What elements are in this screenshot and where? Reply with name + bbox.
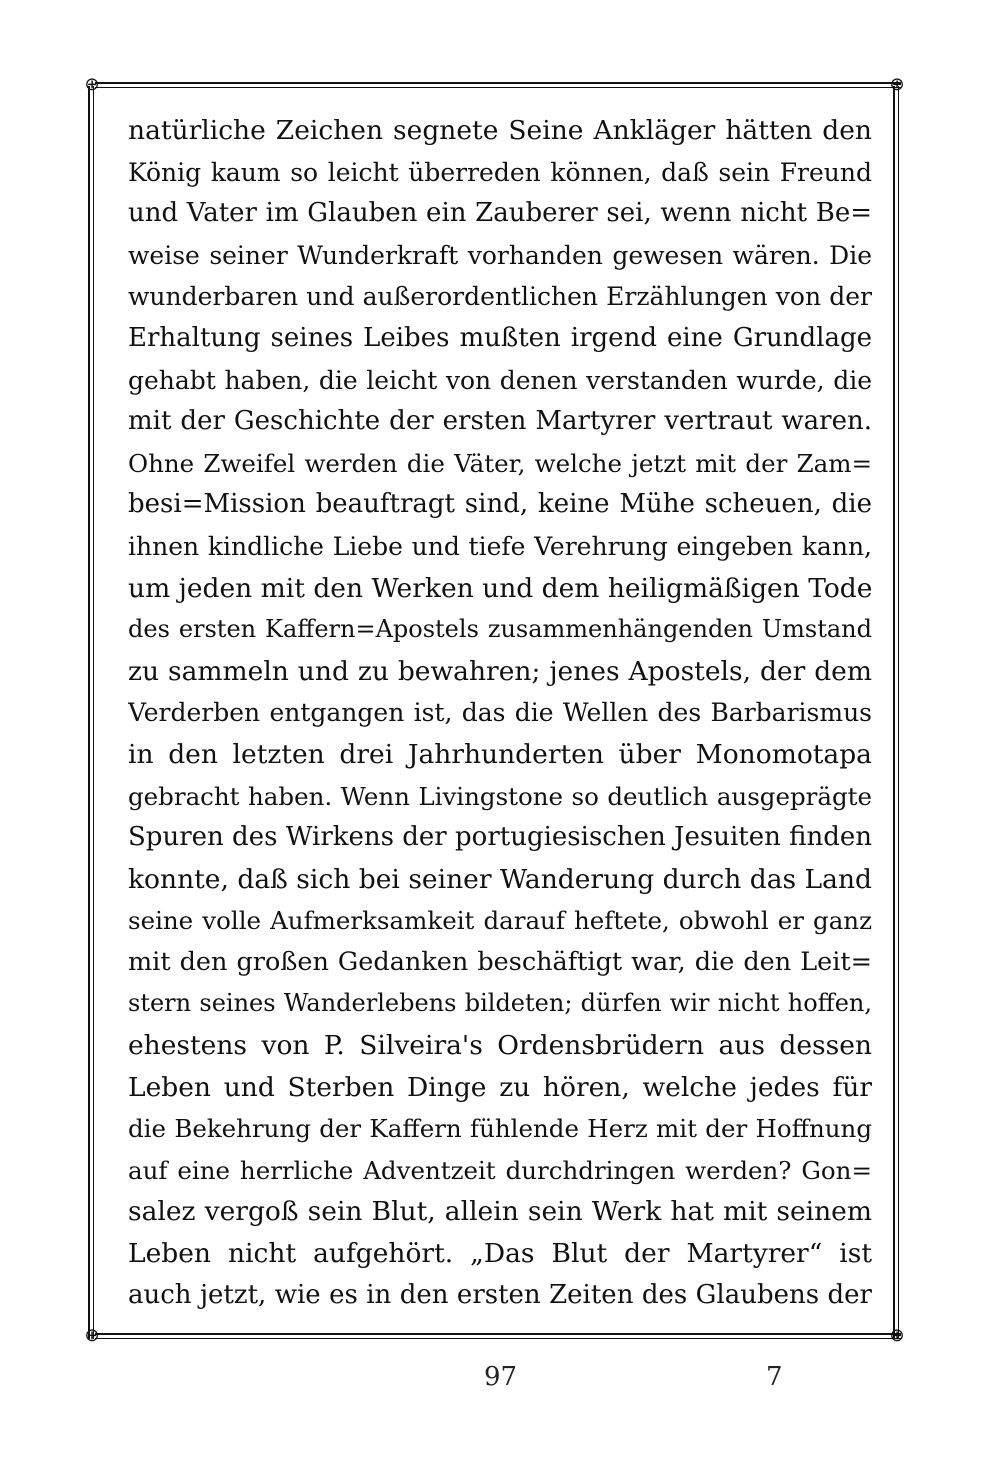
text-line: Leben nicht aufgehört. „Das Blut der Martyrer“ ist: [128, 1238, 872, 1270]
text-line: auch jetzt, wie es in den ersten Zeiten des Glaubens der: [128, 1279, 872, 1310]
text-line: Verderben entgangen ist, das die Wellen des Barbarismus: [128, 698, 872, 728]
text-line: auf eine herrliche Adventzeit durchdringen werden? Gon=: [128, 1155, 872, 1185]
text-line: stern seines Wanderlebens bildeten; dürfen wir nicht hoffen,: [128, 989, 872, 1018]
text-line: die Bekehrung der Kaffern fühlende Herz mit der Hoffnung: [128, 1114, 872, 1144]
frame-corner-ornament-icon: ⊕: [84, 1325, 100, 1346]
signature-mark: 7: [766, 1362, 783, 1392]
text-line: Leben und Sterben Dinge zu hören, welche jedes für: [128, 1071, 872, 1103]
text-line: seine volle Aufmerksamkeit darauf heftete, obwohl er ganz: [128, 906, 872, 936]
text-line: wunderbaren und außerordentlichen Erzählungen von der: [128, 282, 872, 312]
frame-top-rule: [95, 82, 901, 88]
text-line: zu sammeln und zu bewahren; jenes Apostels, der dem: [128, 655, 872, 687]
text-line: mit der Geschichte der ersten Martyrer vertraut waren.: [128, 406, 872, 437]
text-line: besi=Mission beauftragt sind, keine Mühe scheuen, die: [128, 489, 872, 520]
text-line: des ersten Kaffern=Apostels zusammenhängenden Umstand: [128, 615, 872, 644]
text-line: und Vater im Glauben ein Zauberer sei, wenn nicht Be=: [128, 198, 872, 229]
frame-left-rule: [88, 86, 94, 1339]
text-line: mit den großen Gedanken beschäftigt war, die den Leit=: [128, 946, 872, 977]
frame-corner-ornament-icon: ⊕: [889, 1325, 905, 1346]
text-line: ehestens von P. Silveira's Ordensbrüdern aus dessen: [128, 1030, 872, 1062]
text-line: Spuren des Wirkens der portugiesischen Jesuiten finden: [128, 822, 872, 853]
page-number: 97: [484, 1362, 518, 1392]
text-line: Erhaltung seines Leibes mußten irgend eine Grundlage: [128, 322, 872, 353]
body-text: [128, 110, 872, 1316]
text-line: gehabt haben, die leicht von denen verstanden wurde, die: [128, 365, 872, 395]
text-line: natürliche Zeichen segnete Seine Ankläger hätten den: [128, 115, 872, 146]
text-line: ihnen kindliche Liebe und tiefe Verehrung eingeben kann,: [128, 531, 872, 561]
text-line: konnte, daß sich bei seiner Wanderung durch das Land: [128, 863, 872, 895]
text-line: gebracht haben. Wenn Livingstone so deutlich ausgeprägte: [128, 781, 872, 811]
text-line: salez vergoß sein Blut, allein sein Werk hat mit seinem: [128, 1196, 872, 1228]
text-line: weise seiner Wunderkraft vorhanden gewesen wären. Die: [128, 240, 872, 270]
frame-corner-ornament-icon: ⊕: [889, 74, 905, 95]
frame-right-rule: [893, 86, 899, 1339]
text-line: Ohne Zweifel werden die Väter, welche jetzt mit der Zam=: [128, 448, 872, 478]
text-line: in den letzten drei Jahrhunderten über Monomotapa: [128, 738, 872, 770]
frame-bottom-rule: [95, 1333, 901, 1339]
frame-corner-ornament-icon: ⊕: [84, 74, 100, 95]
text-line: König kaum so leicht überreden können, daß sein Freund: [128, 157, 872, 187]
text-line: um jeden mit den Werken und dem heiligmäßigen Tode: [128, 572, 872, 604]
